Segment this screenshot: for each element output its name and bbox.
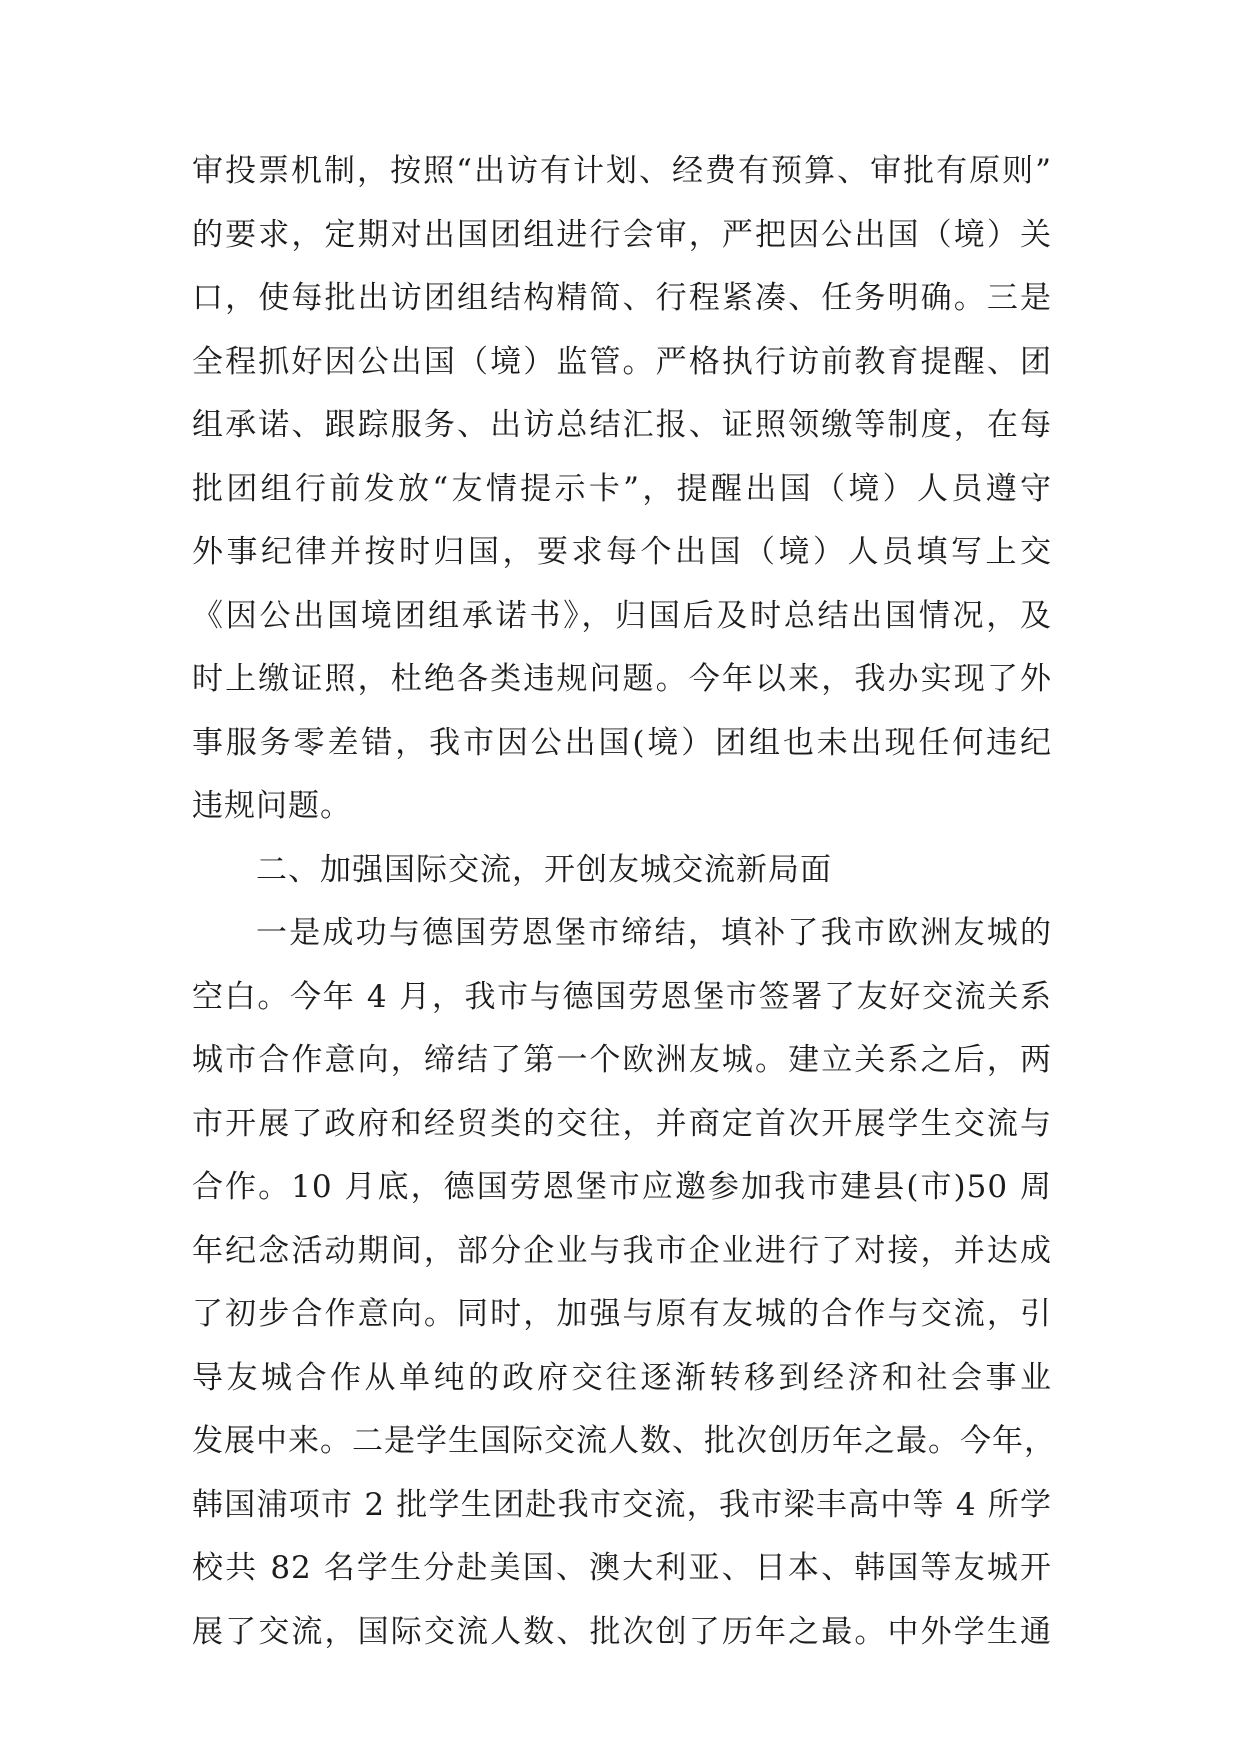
text-line: 的要求，定期对出国团组进行会审，严把因公出国（境）关 bbox=[192, 216, 1052, 253]
text-line: 校共 82 名学生分赴美国、澳大利亚、日本、韩国等友城开 bbox=[192, 1550, 1052, 1586]
text-line: 口，使每批出访团组结构精简、行程紧凑、任务明确。三是 bbox=[192, 280, 1052, 316]
text-line: 发展中来。二是学生国际交流人数、批次创历年之最。今年， bbox=[192, 1423, 1056, 1459]
text-line: 了初步合作意向。同时，加强与原有友城的合作与交流，引 bbox=[192, 1296, 1052, 1332]
text-line: 审投票机制，按照“出访有计划、经费有预算、审批有原则” bbox=[192, 153, 1052, 189]
text-line: 时上缴证照，杜绝各类违规问题。今年以来，我办实现了外 bbox=[192, 661, 1052, 697]
text-line: 违规问题。 bbox=[192, 788, 352, 824]
text-line: 《因公出国境团组承诺书》，归国后及时总结出国情况，及 bbox=[192, 597, 1052, 634]
text-line: 一是成功与德国劳恩堡市缔结，填补了我市欧洲友城的 bbox=[256, 915, 1052, 951]
text-line: 年纪念活动期间，部分企业与我市企业进行了对接，并达成 bbox=[192, 1232, 1052, 1269]
text-line: 韩国浦项市 2 批学生团赴我市交流，我市梁丰高中等 4 所学 bbox=[192, 1486, 1052, 1523]
text-line: 展了交流，国际交流人数、批次创了历年之最。中外学生通 bbox=[192, 1613, 1052, 1650]
text-line: 批团组行前发放“友情提示卡”，提醒出国（境）人员遵守 bbox=[192, 470, 1052, 507]
section-heading: 二、加强国际交流，开创友城交流新局面 bbox=[256, 851, 832, 888]
text-line: 城市合作意向，缔结了第一个欧洲友城。建立关系之后，两 bbox=[192, 1042, 1052, 1078]
text-line: 合作。10 月底，德国劳恩堡市应邀参加我市建县(市)50 周 bbox=[192, 1169, 1052, 1205]
text-line: 外事纪律并按时归国，要求每个出国（境）人员填写上交 bbox=[192, 534, 1052, 570]
document-body bbox=[192, 140, 1056, 1664]
text-line: 导友城合作从单纯的政府交往逐渐转移到经济和社会事业 bbox=[192, 1359, 1052, 1396]
text-line: 市开展了政府和经贸类的交往，并商定首次开展学生交流与 bbox=[192, 1105, 1052, 1142]
text-line: 组承诺、跟踪服务、出访总结汇报、证照领缴等制度，在每 bbox=[192, 407, 1052, 443]
text-line: 事服务零差错，我市因公出国(境）团组也未出现任何违纪 bbox=[192, 724, 1052, 761]
text-line: 全程抓好因公出国（境）监管。严格执行访前教育提醒、团 bbox=[192, 343, 1052, 380]
text-line: 空白。今年 4 月，我市与德国劳恩堡市签署了友好交流关系 bbox=[192, 978, 1052, 1015]
